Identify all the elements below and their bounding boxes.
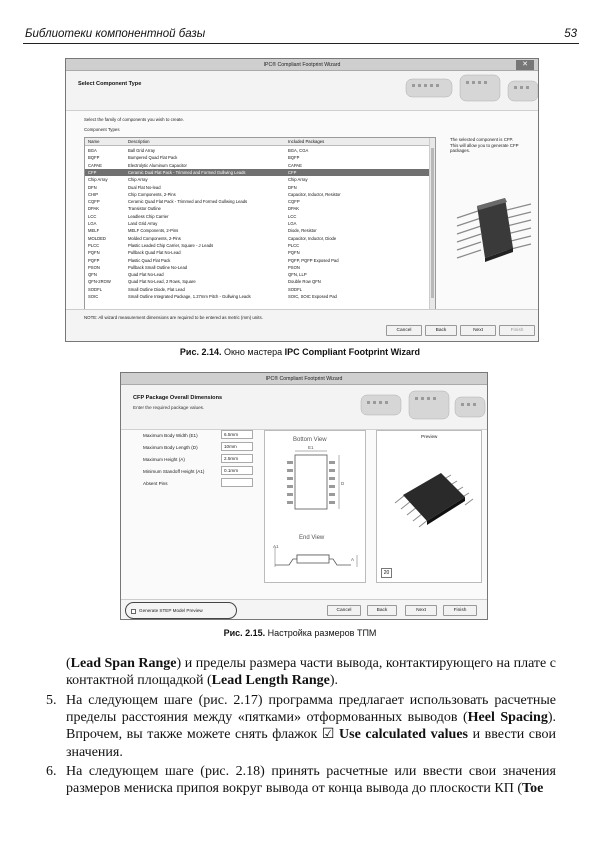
column-header-packages[interactable]: Included Packages — [288, 139, 325, 144]
standoff-height-label: Minimum Standoff Height (A1) — [143, 469, 205, 474]
cell-description: Electrolytic Aluminum Capacitor — [128, 162, 187, 168]
end-view-body — [297, 555, 329, 563]
cell-description: Small Outline Diode, Flat Lead — [128, 286, 185, 292]
list-number-5: 5. — [46, 693, 57, 708]
list-item-5: На следующем шаге (рис. 2.17) программа предлагает использовать расчетные пределы расстояния между «пятками» отформованных выводов (Heel Spacing). Впрочем, вы также можете снять флажок ☑ Use calculated values и ввести свои значения. — [66, 693, 557, 760]
bottom-view-label: Bottom View — [293, 437, 327, 443]
cell-description: Quad Flat No-Lead — [128, 272, 164, 278]
column-header-description[interactable]: Description — [128, 139, 150, 144]
list-number-6: 6. — [46, 764, 57, 779]
zoom-indicator[interactable]: 20 — [381, 568, 392, 578]
cell-packages: QFN, LLP — [288, 272, 307, 278]
component-type-wizard-window — [65, 58, 539, 342]
cell-packages: PQFP, PQFP Exposed Pad — [288, 257, 339, 263]
end-view-label: End View — [299, 535, 325, 541]
cfp-package-render — [451, 174, 535, 294]
cell-description: Chip Components, 2-Pins — [128, 191, 176, 197]
paragraph-continuation: (Lead Span Range) и пределы размера части вывода, контактирующего на плате с контактной площадкой (Lead Length Range). — [66, 656, 556, 689]
cell-name: QFN-2ROW — [88, 279, 111, 285]
back-button[interactable]: Back — [425, 325, 457, 336]
table-row[interactable] — [85, 293, 429, 300]
header-subtitle: Enter the required package values. — [133, 405, 205, 410]
table-row[interactable] — [85, 205, 429, 212]
cell-packages: CFP — [288, 169, 297, 175]
generate-step-preview-checkbox[interactable] — [131, 609, 136, 614]
dimension-drawing-panel — [264, 430, 366, 583]
bottom-view-body — [295, 455, 327, 509]
standoff-height-input[interactable]: 0.1mm — [221, 466, 253, 475]
cell-name: PLCC — [88, 242, 100, 248]
table-row[interactable] — [85, 235, 429, 242]
bottom-view-pins-right — [329, 461, 335, 504]
cell-description: Pullback Quad Flat No-Lead — [128, 250, 181, 256]
cell-packages: LCC — [288, 213, 297, 219]
component-types-label: Component Types — [84, 127, 120, 132]
generate-step-preview-label: Generate STEP Model Preview — [139, 608, 203, 613]
cell-packages: LGA — [288, 221, 297, 226]
cell-name: BQFP — [88, 155, 100, 161]
window-title: IPC® Compliant Footprint Wizard — [265, 376, 343, 382]
cell-name: PQFP — [88, 257, 100, 263]
cell-name: DFN — [88, 184, 97, 190]
list-item-6: На следующем шаге (рис. 2.18) принять расчетные или ввести свои значения размеров мениска припоя вокруг вывода от конца вывода до плоскости КП (Toe — [66, 764, 556, 797]
absent-pins-input[interactable] — [221, 478, 253, 487]
term-heel-spacing: Heel Spacing — [467, 710, 548, 726]
caption-number: Рис. 2.15. — [223, 628, 266, 638]
cell-name: DPAK — [88, 206, 100, 212]
cancel-button[interactable]: Cancel — [327, 605, 361, 616]
table-row[interactable] — [85, 191, 429, 198]
cell-description: Quad Flat No-Lead, 2 Rows, Square — [128, 279, 196, 285]
cell-name: PSON — [88, 264, 100, 270]
finish-button[interactable]: Finish — [443, 605, 477, 616]
cell-name: QFN — [88, 272, 97, 278]
wizard-header — [66, 71, 538, 111]
body-length-label: Maximum Body Length (D) — [143, 445, 198, 450]
header-title: CFP Package Overall Dimensions — [133, 395, 223, 401]
body-length-input[interactable]: 10mm — [221, 442, 253, 451]
max-height-label: Maximum Height (A) — [143, 457, 185, 462]
table-row[interactable] — [85, 227, 429, 234]
next-button[interactable]: Next — [405, 605, 437, 616]
cell-packages: Diode, Resistor — [288, 228, 317, 234]
cell-name: MELF — [88, 228, 100, 234]
cell-name: LCC — [88, 213, 97, 219]
table-row[interactable] — [85, 278, 429, 285]
table-header — [85, 138, 429, 146]
cell-description: Leadless Chip Carrier — [128, 213, 169, 219]
table-row[interactable] — [85, 154, 429, 161]
bottom-view-pins-left — [287, 461, 293, 504]
cell-packages: PSON — [288, 264, 300, 270]
table-row[interactable] — [85, 198, 429, 205]
cell-packages: Chip Array — [288, 177, 308, 183]
cell-packages: BQFP — [288, 155, 300, 161]
running-head-title: Библиотеки компонентной базы — [25, 28, 206, 40]
3d-preview-panel[interactable] — [376, 430, 482, 583]
cell-description: Ceramic Quad Flat Pack - Trimmed and Formed Gullwing Leads — [128, 199, 248, 205]
cell-name: CQFP — [88, 199, 100, 205]
wizard-header — [121, 385, 487, 430]
back-button[interactable]: Back — [367, 605, 397, 616]
caption-text: Настройка размеров ТПМ — [265, 628, 377, 638]
cell-packages: BGA, CGA — [288, 148, 309, 153]
cell-description: Molded Components, 2-Pins — [128, 235, 181, 241]
preview-label: Preview — [421, 434, 438, 439]
window-title-bar — [121, 373, 487, 385]
cell-packages: SODFL — [288, 286, 302, 292]
term-lead-span-range: Lead Span Range — [70, 656, 177, 671]
footprint-banner-graphic — [396, 71, 539, 111]
cell-packages: SOIC, SOIC Exposed Pad — [288, 294, 337, 299]
running-head — [23, 26, 579, 44]
table-row[interactable] — [85, 242, 429, 249]
cell-packages: PQFN — [288, 250, 300, 256]
close-button[interactable]: ✕ — [516, 60, 534, 70]
cell-name: CAPAE — [88, 162, 102, 168]
cell-description: Plastic Leaded Chip Carrier, Square - J Leads — [128, 242, 214, 248]
package-dimension-drawing — [265, 431, 365, 582]
cell-packages: DFN — [288, 184, 297, 190]
cell-packages: Double Row QFN — [288, 279, 321, 285]
page-number: 53 — [564, 28, 577, 40]
table-row[interactable] — [85, 271, 429, 278]
cell-description: Pullback Small Outline No-Lead — [128, 264, 188, 270]
cell-packages: DPAK — [288, 206, 300, 212]
caption-bold-title: IPC Compliant Footprint Wizard — [284, 347, 421, 357]
wizard-footer — [121, 599, 487, 620]
absent-pins-label: Absent Pins — [143, 481, 168, 486]
cell-name: MOLDED — [88, 235, 106, 241]
cell-packages: CQFP — [288, 199, 300, 205]
a-dimension-label: A — [351, 557, 355, 562]
cell-description: Bumpered Quad Flat Pack — [128, 155, 178, 161]
cell-description: Small Outline Integrated Package, 1.27mm Pitch - Gullwing Leads — [128, 294, 251, 299]
finish-button[interactable]: Finish — [499, 325, 535, 336]
cell-description: Ball Grid Array — [128, 148, 155, 153]
instruction-text: Select the family of components you wish to create. — [84, 117, 185, 122]
cell-description: Transistor Outline — [128, 206, 161, 212]
table-row[interactable] — [85, 264, 429, 271]
term-use-calculated-values: Use calculated values — [339, 727, 468, 743]
caption-text: Окно мастера — [221, 347, 285, 357]
window-title: IPC® Compliant Footprint Wizard — [263, 62, 341, 68]
wizard-footer — [66, 309, 538, 342]
cell-description: Dual Flat No-lead — [128, 184, 161, 190]
a1-dimension-label: A1 — [273, 544, 279, 549]
table-row[interactable] — [85, 286, 429, 293]
cell-name: PQFN — [88, 250, 100, 256]
window-title-bar — [66, 59, 538, 71]
metric-units-note: NOTE: All wizard measurement dimensions are required to be entered as metric (mm) units. — [84, 315, 263, 320]
max-height-input[interactable]: 2.5mm — [221, 454, 253, 463]
table-row[interactable] — [85, 213, 429, 220]
term-toe: Toe — [522, 781, 544, 797]
table-row[interactable] — [85, 162, 429, 169]
cell-description: Ceramic Dual Flat Pack - Trimmed and Formed Gullwing Leads — [128, 169, 246, 175]
checkbox-icon: ☑ — [321, 727, 335, 743]
footprint-banner-graphic — [355, 385, 488, 430]
cell-description: MELF Components, 2-Pins — [128, 228, 179, 234]
body-width-label: Maximum Body Width (E1) — [143, 433, 198, 438]
cancel-button[interactable]: Cancel — [386, 325, 422, 336]
table-row[interactable] — [85, 147, 429, 154]
figure-caption-2 — [0, 628, 600, 638]
term-lead-length-range: Lead Length Range — [211, 673, 330, 689]
cell-name: SODFL — [88, 286, 102, 292]
cell-name: CHIP — [88, 191, 99, 197]
figure-caption-1 — [0, 347, 600, 357]
body-width-input[interactable]: 6.5mm — [221, 430, 253, 439]
package-3d-preview — [377, 431, 481, 582]
selection-info-line2: This will allow you to generate CFP packages. — [450, 143, 519, 153]
table-row[interactable] — [85, 249, 429, 256]
table-row[interactable] — [85, 176, 429, 183]
table-row[interactable] — [85, 184, 429, 191]
cell-name: SOIC — [88, 294, 99, 299]
cell-name: Chip Array — [88, 177, 108, 183]
table-row[interactable] — [85, 169, 429, 176]
table-row[interactable] — [85, 220, 429, 227]
cell-name: CFP — [88, 169, 97, 175]
e1-dimension-label: E1 — [308, 445, 314, 450]
package-dimensions-wizard-window — [120, 372, 488, 620]
cell-description: Land Grid Array — [128, 221, 158, 226]
cell-description: Chip Array — [128, 177, 148, 183]
scrollbar-thumb[interactable] — [431, 148, 434, 298]
cell-description: Plastic Quad Flat Pack — [128, 257, 171, 263]
cell-packages: Capacitor, Inductor, Diode — [288, 235, 337, 241]
table-row[interactable] — [85, 257, 429, 264]
cell-packages: CAPAE — [288, 162, 302, 168]
next-button[interactable]: Next — [460, 325, 496, 336]
selection-info-line1: The selected component is CFP. — [450, 137, 514, 142]
cell-packages: Capacitor, Inductor, Resistor — [288, 191, 341, 197]
cell-name: BGA — [88, 148, 97, 153]
cell-packages: PLCC — [288, 242, 300, 248]
caption-number: Рис. 2.14. — [179, 347, 222, 357]
column-header-name[interactable]: Name — [88, 139, 100, 144]
cell-name: LGA — [88, 221, 97, 226]
header-title: Select Component Type — [78, 81, 142, 87]
d-dimension-label: D — [341, 481, 345, 486]
